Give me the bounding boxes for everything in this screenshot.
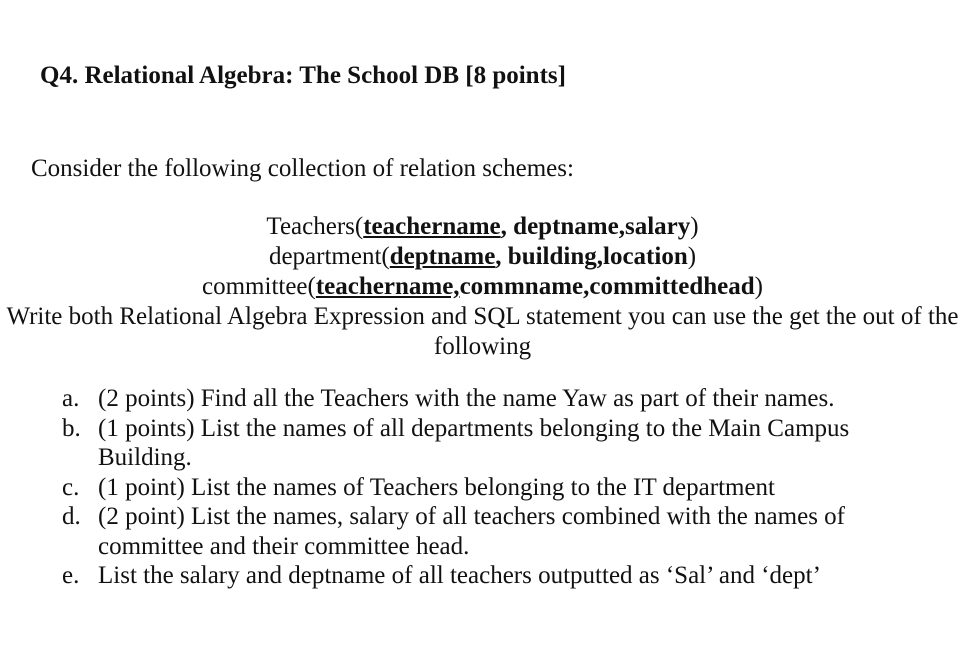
primary-key: teachername, (315, 273, 460, 300)
close-paren: ) (687, 243, 697, 270)
primary-key: teachername (363, 213, 501, 240)
scheme-name: Teachers( (266, 213, 364, 240)
separator: , (495, 243, 508, 270)
list-item (62, 502, 942, 561)
intro-text: Consider the following collection of relation schemes: (31, 155, 574, 182)
item-label: e. (62, 562, 80, 589)
item-text: (1 points) List the names of all departments belonging to the Main Campus Building. (98, 414, 850, 471)
separator: , (500, 213, 514, 240)
relation-schemes (0, 212, 965, 302)
item-text: List the salary and deptname of all teachers outputted as ‘Sal’ and ‘dept’ (98, 562, 821, 589)
list-item (62, 473, 942, 503)
attributes: deptname,salary (513, 213, 691, 240)
scheme-committee (0, 272, 965, 302)
list-item (62, 414, 942, 473)
list-item (62, 561, 942, 591)
item-text: (2 point) List the names, salary of all teachers combined with the names of committee and their committee head. (98, 503, 845, 560)
attributes: commname,committedhead (459, 273, 755, 300)
scheme-department (0, 242, 965, 272)
close-paren: ) (754, 273, 763, 300)
item-label: a. (62, 385, 80, 412)
scheme-name: department( (268, 243, 390, 270)
scheme-teachers (0, 212, 965, 242)
close-paren: ) (690, 213, 699, 240)
item-label: b. (62, 414, 81, 442)
question-title: Q4. Relational Algebra: The School DB [8 points] (40, 62, 566, 89)
primary-key: deptname (389, 243, 496, 270)
item-label: d. (62, 503, 81, 530)
question-list (62, 384, 942, 591)
item-text: (1 point) List the names of Teachers belonging to the IT department (98, 473, 776, 501)
item-label: c. (62, 473, 80, 501)
item-text: (2 points) Find all the Teachers with the name Yaw as part of their names. (98, 385, 835, 412)
instruction-text: Write both Relational Algebra Expression and SQL statement you can use the get the out of the following (6, 303, 959, 360)
scheme-name: committee( (202, 273, 316, 300)
attributes: building,location (507, 243, 688, 270)
list-item (62, 384, 942, 414)
